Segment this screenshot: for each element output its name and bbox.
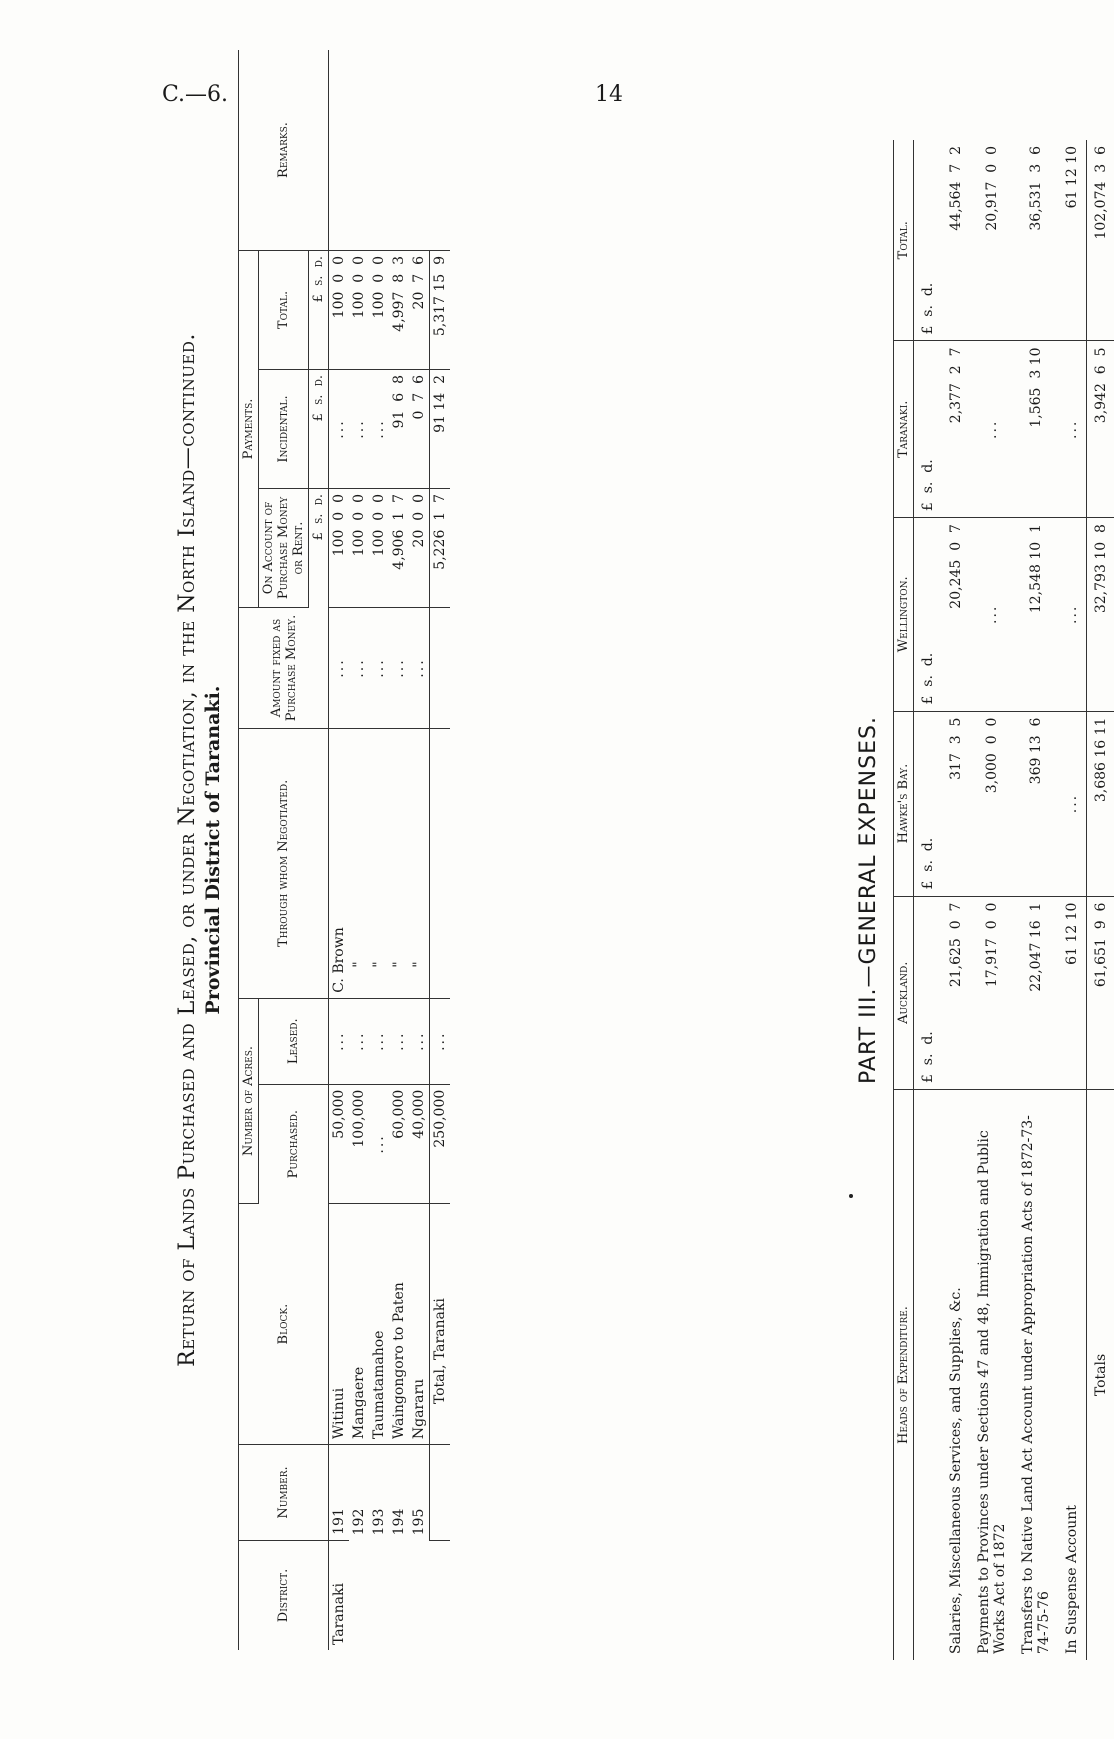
lands-return-table: [238, 50, 450, 1650]
taranaki-cell: 1,565 3 10: [1014, 341, 1058, 518]
lsd-label: £ s. d.: [914, 140, 943, 341]
incidental-cell: ...: [329, 370, 350, 489]
return-title: Return of Lands Purchased and Leased, or under Negotiation, in the North Island—continued.: [175, 333, 200, 1367]
empty-cell: [430, 608, 451, 729]
table-row: [942, 140, 970, 1660]
auckland-cell: 21,625 0 7: [942, 896, 970, 1089]
table-row: [349, 50, 369, 1650]
amount-cell: ...: [329, 608, 350, 729]
purchased-cell: 50,000: [329, 1084, 350, 1203]
total-total: 5,317 15 9: [430, 251, 451, 370]
taranaki-cell: ...: [970, 341, 1014, 518]
hawkes-bay-cell: ...: [1058, 711, 1087, 896]
total-cell: 100 0 0: [329, 251, 350, 370]
wellington-cell: 20,245 0 7: [942, 518, 970, 711]
table-row: [369, 50, 389, 1650]
incidental-cell: ...: [349, 370, 369, 489]
purchased-cell: ...: [369, 1084, 389, 1203]
wellington-cell: ...: [1058, 518, 1087, 711]
col-total: Total.: [259, 251, 309, 370]
hawkes-bay-cell: 317 3 5: [942, 711, 970, 896]
col-taranaki: Taranaki.: [894, 341, 914, 518]
lsd-label: £ s. d.: [914, 896, 943, 1089]
total-leased: ...: [430, 998, 451, 1084]
total-incidental: 91 14 2: [430, 370, 451, 489]
totals-row: [1087, 140, 1114, 1660]
leased-cell: ...: [389, 998, 409, 1084]
head-cell: Transfers to Native Land Act Account under Appropriation Acts of 1872-73-74-75-76: [1020, 1115, 1052, 1654]
lsd-label: £ s. d.: [309, 489, 329, 608]
amount-cell: ...: [349, 608, 369, 729]
block-cell: Waingongoro to Paten: [389, 1204, 409, 1445]
auckland-cell: 17,917 0 0: [970, 896, 1014, 1089]
col-payments: Payments.: [239, 251, 259, 608]
col-purchased: Purchased.: [259, 1084, 329, 1203]
number-cell: 194: [391, 1508, 407, 1536]
lsd-label: £ s. d.: [309, 251, 329, 370]
hawkes-bay-cell: 369 13 6: [1014, 711, 1058, 896]
total-purchased: 250,000: [430, 1084, 451, 1203]
purchased-cell: 40,000: [409, 1084, 430, 1203]
auckland-cell: 22,047 16 1: [1014, 896, 1058, 1089]
lsd-label: £ s. d.: [914, 518, 943, 711]
head-cell: Salaries, Miscellaneous Services, and Supplies, &c.: [948, 1287, 964, 1654]
block-cell: Taumatamahoe: [369, 1204, 389, 1445]
taranaki-cell: ...: [1058, 341, 1087, 518]
totals-wellington: 32,793 10 8: [1087, 518, 1114, 711]
page-number: 14: [595, 82, 623, 107]
head-cell: In Suspense Account: [1058, 1090, 1087, 1661]
empty-cell: [914, 1090, 943, 1661]
lsd-label: £ s. d.: [309, 370, 329, 489]
col-through: Through whom Negotiated.: [239, 729, 329, 999]
number-cell: 192: [351, 1508, 367, 1536]
head-cell: Payments to Provinces under Sections 47 and 48, Immigration and Public Works Act of 1872: [976, 1130, 1008, 1654]
total-cell: 100 0 0: [349, 251, 369, 370]
col-on-account: On Account of Purchase Money or Rent.: [259, 489, 309, 608]
table-row: [409, 50, 430, 1650]
district-cell: Taranaki: [331, 1583, 347, 1645]
col-incidental: Incidental.: [259, 370, 309, 489]
empty-cell: [430, 1540, 451, 1650]
amount-cell: ...: [369, 608, 389, 729]
col-total: Total.: [894, 140, 914, 341]
purchased-cell: 60,000: [389, 1084, 409, 1203]
number-cell: 193: [371, 1508, 387, 1536]
on-account-cell: 20 0 0: [409, 489, 430, 608]
hawkes-bay-cell: 3,000 0 0: [970, 711, 1014, 896]
on-account-cell: 4,906 1 7: [389, 489, 409, 608]
total-cell: 44,564 7 2: [942, 140, 970, 341]
leased-cell: ...: [409, 998, 430, 1084]
incidental-cell: ...: [369, 370, 389, 489]
return-subtitle: Provincial District of Taranaki.: [202, 685, 224, 1015]
col-wellington: Wellington.: [894, 518, 914, 711]
total-cell: 4,997 8 3: [389, 251, 409, 370]
block-cell: Mangaere: [349, 1204, 369, 1445]
general-expenses-table: [893, 140, 1114, 1660]
number-cell: 195: [409, 1445, 430, 1541]
wellington-cell: 12,548 10 1: [1014, 518, 1058, 711]
on-account-cell: 100 0 0: [349, 489, 369, 608]
wellington-cell: ...: [970, 518, 1014, 711]
total-cell: 36,531 3 6: [1014, 140, 1058, 341]
col-auckland: Auckland.: [894, 896, 914, 1089]
col-district: District.: [239, 1540, 329, 1650]
number-cell: 191: [329, 1445, 350, 1541]
block-cell: Ngararu: [409, 1204, 430, 1445]
through-cell: ": [389, 729, 409, 999]
through-cell: ": [409, 729, 430, 999]
block-cell: Witinui: [329, 1204, 350, 1445]
amount-cell: ...: [389, 608, 409, 729]
col-number: Number.: [239, 1445, 329, 1541]
col-heads: Heads of Expenditure.: [894, 1090, 914, 1661]
document-reference: C.—6.: [162, 82, 229, 107]
through-cell: ": [349, 729, 369, 999]
totals-hawkes-bay: 3,686 16 11: [1087, 711, 1114, 896]
table-row: [1014, 140, 1058, 1660]
total-cell: 61 12 10: [1058, 140, 1087, 341]
stray-mark: [849, 1194, 853, 1198]
lsd-row: [914, 140, 943, 1660]
through-cell: ": [369, 729, 389, 999]
table-row: [389, 50, 409, 1650]
col-acres: Number of Acres.: [239, 998, 259, 1203]
total-cell: 20 7 6: [409, 251, 430, 370]
leased-cell: ...: [329, 998, 350, 1084]
incidental-cell: 91 6 8: [389, 370, 409, 489]
empty-cell: [430, 729, 451, 999]
total-cell: 20,917 0 0: [970, 140, 1014, 341]
empty-cell: [430, 1445, 451, 1541]
total-on-account: 5,226 1 7: [430, 489, 451, 608]
remarks-cell: [329, 50, 451, 251]
totals-taranaki: 3,942 6 5: [1087, 341, 1114, 518]
leased-cell: ...: [369, 998, 389, 1084]
lands-return-section: [175, 50, 935, 1650]
on-account-cell: 100 0 0: [369, 489, 389, 608]
total-row: [430, 50, 451, 1650]
general-expenses-section: [850, 140, 1114, 1660]
col-block: Block.: [239, 1204, 329, 1445]
incidental-cell: 0 7 6: [409, 370, 430, 489]
lsd-label: £ s. d.: [914, 711, 943, 896]
totals-auckland: 61,651 9 6: [1087, 896, 1114, 1089]
leased-cell: ...: [349, 998, 369, 1084]
col-hawkes-bay: Hawke's Bay.: [894, 711, 914, 896]
taranaki-cell: 2,377 2 7: [942, 341, 970, 518]
part3-title: PART III.—GENERAL EXPENSES.: [856, 716, 881, 1084]
on-account-cell: 100 0 0: [329, 489, 350, 608]
col-leased: Leased.: [259, 998, 329, 1084]
total-cell: 100 0 0: [369, 251, 389, 370]
totals-label: Totals: [1093, 1353, 1109, 1397]
table-row: [329, 50, 350, 1650]
col-amount: Amount fixed as Purchase Money.: [239, 608, 329, 729]
purchased-cell: 100,000: [349, 1084, 369, 1203]
total-label: Total, Taranaki: [430, 1204, 451, 1445]
auckland-cell: 61 12 10: [1058, 896, 1087, 1089]
amount-cell: ...: [409, 608, 430, 729]
through-cell: C. Brown: [329, 729, 350, 999]
table-row: [970, 140, 1014, 1660]
col-remarks: Remarks.: [239, 50, 329, 251]
totals-total: 102,074 3 6: [1087, 140, 1114, 341]
lsd-label: £ s. d.: [914, 341, 943, 518]
table-row: [1058, 140, 1087, 1660]
